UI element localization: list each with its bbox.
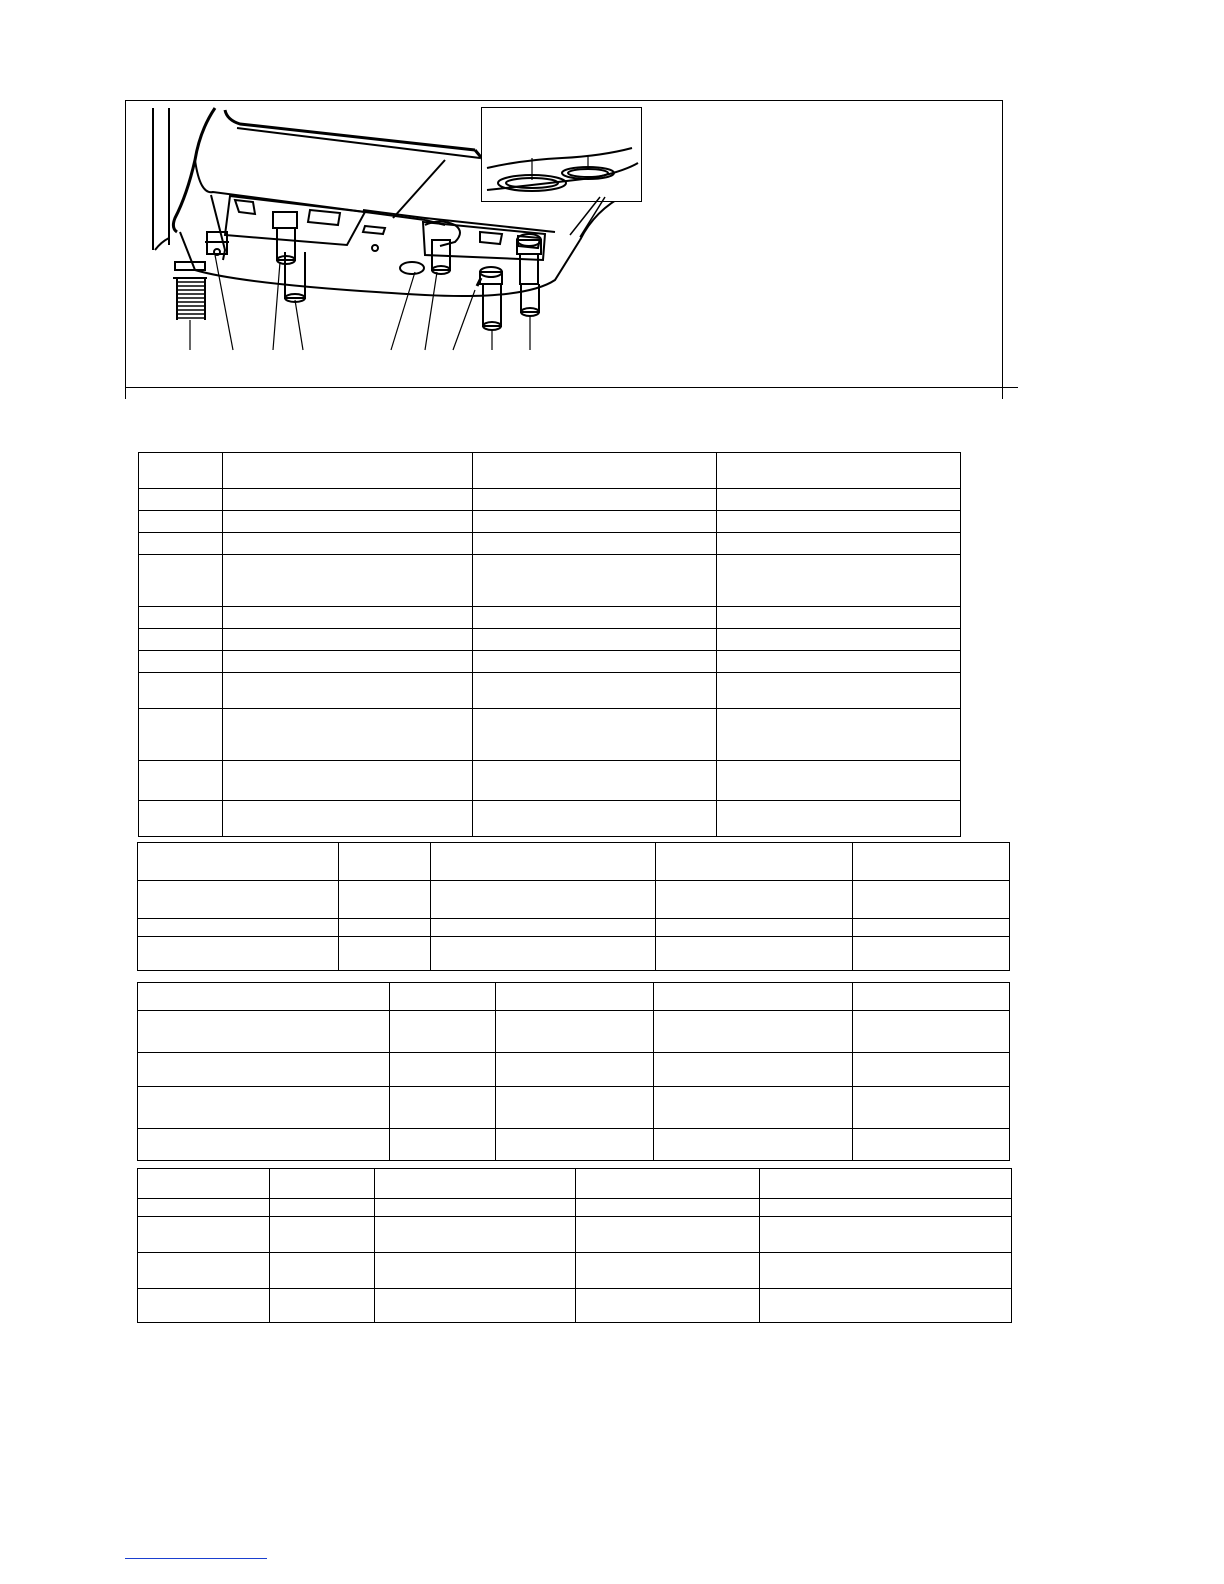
table-cell: [656, 919, 853, 937]
table-cell: [473, 511, 717, 533]
table-cell: [339, 843, 431, 881]
table-cell: [138, 983, 390, 1011]
table-row: [138, 937, 1010, 971]
table-cell: [375, 1199, 576, 1217]
table-row: [138, 1253, 1012, 1289]
table-row: [138, 1217, 1012, 1253]
table-cell: [270, 1169, 375, 1199]
table-cell: [375, 1289, 576, 1323]
table-cell: [853, 983, 1010, 1011]
table-cell: [473, 629, 717, 651]
table-cell: [138, 881, 339, 919]
table-cell: [339, 937, 431, 971]
table-cell: [138, 1289, 270, 1323]
table-cell: [431, 881, 656, 919]
table-cell: [390, 1011, 496, 1053]
table-cell: [473, 761, 717, 801]
table-cell: [223, 555, 473, 607]
table-row: [139, 673, 961, 709]
spec-table-2: [137, 982, 1010, 1161]
table-cell: [496, 1129, 654, 1161]
table-cell: [138, 1199, 270, 1217]
table-row: [139, 801, 961, 837]
table-cell: [390, 1087, 496, 1129]
table-cell: [496, 1053, 654, 1087]
table-cell: [656, 881, 853, 919]
table-cell: [717, 801, 961, 837]
table-cell: [339, 919, 431, 937]
table-cell: [223, 801, 473, 837]
table-row: [139, 511, 961, 533]
table-cell: [138, 937, 339, 971]
table-cell: [656, 937, 853, 971]
footer-link[interactable]: [125, 1558, 267, 1559]
table-cell: [473, 489, 717, 511]
table-cell: [654, 983, 853, 1011]
table-row: [138, 843, 1010, 881]
table-row: [139, 607, 961, 629]
table-cell: [576, 1199, 760, 1217]
table-cell: [138, 1253, 270, 1289]
table-row: [138, 1087, 1010, 1129]
spec-table-3: [137, 1168, 1012, 1323]
table-cell: [139, 629, 223, 651]
table-cell: [473, 555, 717, 607]
table-cell: [717, 489, 961, 511]
inset-pointer-lines: [560, 195, 610, 240]
table-cell: [760, 1217, 1012, 1253]
table-cell: [853, 1011, 1010, 1053]
table-cell: [339, 881, 431, 919]
table-cell: [654, 1087, 853, 1129]
table-cell: [760, 1169, 1012, 1199]
table-cell: [473, 651, 717, 673]
table-row: [138, 1011, 1010, 1053]
table-cell: [138, 1087, 390, 1129]
table-cell: [270, 1217, 375, 1253]
table-cell: [760, 1199, 1012, 1217]
table-cell: [717, 761, 961, 801]
table-cell: [431, 919, 656, 937]
table-cell: [138, 1053, 390, 1087]
table-cell: [853, 919, 1010, 937]
table-row: [138, 1053, 1010, 1087]
table-cell: [576, 1217, 760, 1253]
table-cell: [717, 607, 961, 629]
table-row: [138, 1169, 1012, 1199]
table-cell: [853, 1053, 1010, 1087]
table-cell: [717, 673, 961, 709]
table-cell: [390, 1129, 496, 1161]
table-cell: [223, 511, 473, 533]
table-cell: [139, 453, 223, 489]
table-cell: [717, 533, 961, 555]
table-cell: [138, 1217, 270, 1253]
table-row: [139, 489, 961, 511]
table-cell: [496, 1087, 654, 1129]
table-cell: [223, 761, 473, 801]
table-cell: [139, 533, 223, 555]
table-cell: [853, 1087, 1010, 1129]
table-cell: [717, 453, 961, 489]
table-cell: [717, 651, 961, 673]
table-cell: [139, 489, 223, 511]
table-cell: [760, 1289, 1012, 1323]
table-cell: [139, 511, 223, 533]
table-cell: [760, 1253, 1012, 1289]
table-cell: [473, 801, 717, 837]
table-cell: [576, 1289, 760, 1323]
table-cell: [853, 937, 1010, 971]
table-cell: [270, 1289, 375, 1323]
table-row: [138, 1199, 1012, 1217]
table-cell: [375, 1169, 576, 1199]
table-cell: [853, 843, 1010, 881]
table-cell: [223, 533, 473, 555]
table-cell: [138, 1129, 390, 1161]
table-row: [138, 881, 1010, 919]
table-cell: [138, 1169, 270, 1199]
table-cell: [139, 651, 223, 673]
table-cell: [473, 607, 717, 629]
table-cell: [717, 511, 961, 533]
table-cell: [223, 607, 473, 629]
table-cell: [853, 881, 1010, 919]
table-cell: [223, 453, 473, 489]
table-row: [138, 1129, 1010, 1161]
table-cell: [375, 1253, 576, 1289]
inset-detail-box: [481, 107, 642, 202]
table-row: [139, 709, 961, 761]
table-cell: [223, 673, 473, 709]
table-row: [139, 453, 961, 489]
table-row: [138, 1289, 1012, 1323]
table-cell: [654, 1129, 853, 1161]
table-cell: [656, 843, 853, 881]
table-cell: [270, 1199, 375, 1217]
table-cell: [473, 533, 717, 555]
table-cell: [139, 673, 223, 709]
table-cell: [223, 709, 473, 761]
table-cell: [139, 801, 223, 837]
table-cell: [853, 1129, 1010, 1161]
table-cell: [139, 555, 223, 607]
connections-table: [138, 452, 961, 837]
inset-detail-drawing: [482, 108, 640, 200]
table-cell: [390, 1053, 496, 1087]
table-cell: [496, 983, 654, 1011]
table-cell: [223, 489, 473, 511]
table-cell: [138, 919, 339, 937]
table-cell: [717, 709, 961, 761]
table-cell: [473, 709, 717, 761]
table-cell: [138, 843, 339, 881]
table-cell: [223, 651, 473, 673]
table-cell: [576, 1169, 760, 1199]
table-cell: [431, 937, 656, 971]
spec-table-1: [137, 842, 1010, 971]
table-row: [139, 629, 961, 651]
table-cell: [270, 1253, 375, 1289]
table-cell: [139, 709, 223, 761]
table-row: [138, 983, 1010, 1011]
table-cell: [717, 629, 961, 651]
table-cell: [139, 607, 223, 629]
table-row: [138, 919, 1010, 937]
table-cell: [223, 629, 473, 651]
table-cell: [139, 761, 223, 801]
table-cell: [473, 673, 717, 709]
table-row: [139, 651, 961, 673]
table-row: [139, 533, 961, 555]
table-cell: [138, 1011, 390, 1053]
table-cell: [654, 1011, 853, 1053]
table-cell: [390, 983, 496, 1011]
table-cell: [473, 453, 717, 489]
table-cell: [654, 1053, 853, 1087]
table-cell: [375, 1217, 576, 1253]
table-cell: [576, 1253, 760, 1289]
table-cell: [717, 555, 961, 607]
table-row: [139, 761, 961, 801]
table-row: [139, 555, 961, 607]
table-cell: [496, 1011, 654, 1053]
table-cell: [431, 843, 656, 881]
